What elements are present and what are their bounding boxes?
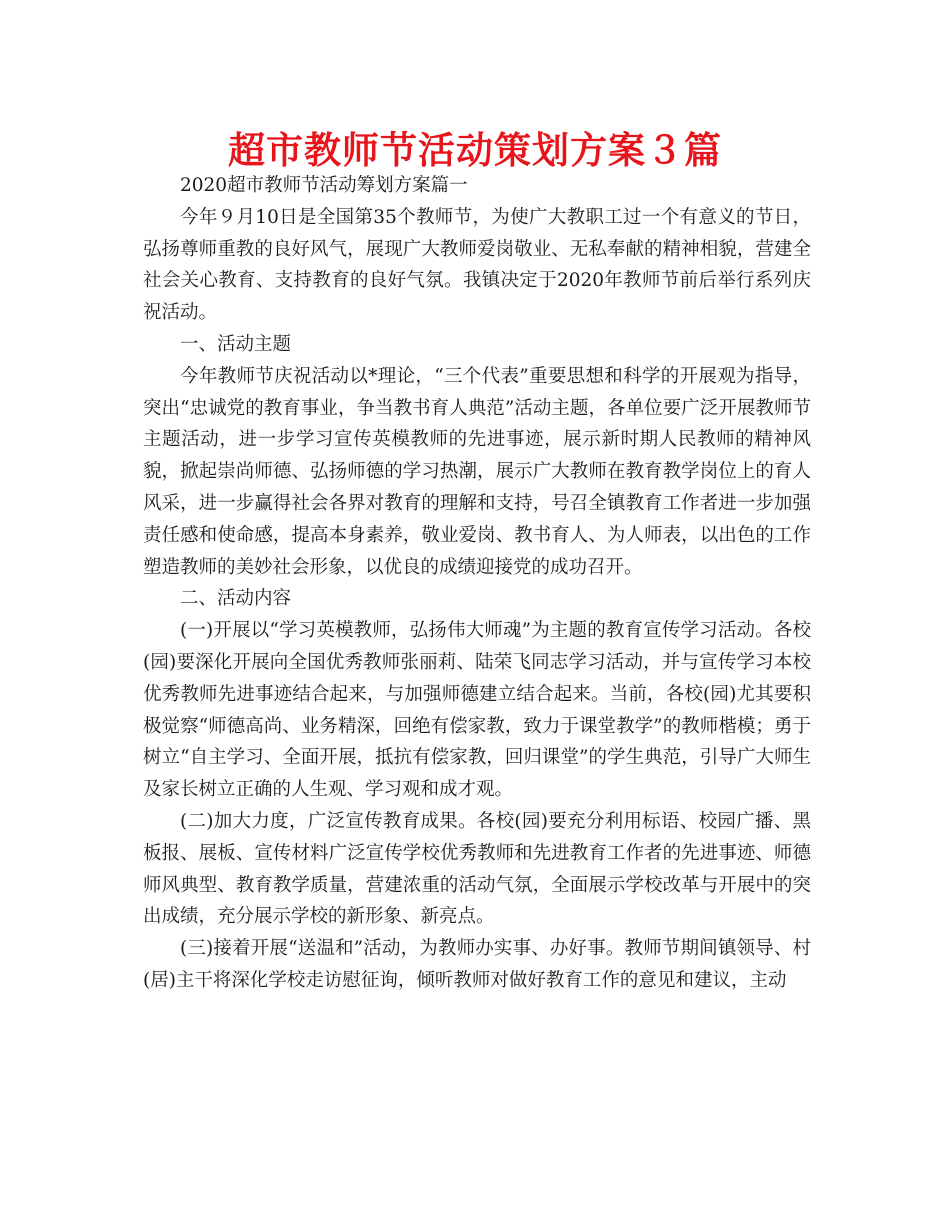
section-heading-content: 二、活动内容: [180, 588, 292, 610]
document-title: 超市教师节活动策划方案３篇: [228, 129, 722, 172]
content-item-1-paragraph: (一)开展以“学习英模教师，弘扬伟大师魂”为主题的教育宣传学习活动。各校(园)要深化开展向全国优秀教师张丽莉、陆荣飞同志学习活动，并与宣传学习本校优秀教师先进事迹结合起来，与加强师德建立结合起来。当前，各校(园)尤其要积极觉察“师德高尚、业务精深，回绝有偿家教，致力于课堂教学”的教师楷模；勇于树立“自主学习、全面开展，抵抗有偿家教，回归课堂”的学生典范，引导广大师生及家长树立正确的人生观、学习观和成才观。: [143, 620, 811, 801]
content-item-3-paragraph: (三)接着开展“送温和”活动，为教师办实事、办好事。教师节期间镇领导、村(居)主干将深化学校走访慰征询，倾听教师对做好教育工作的意见和建议，主动: [143, 938, 811, 991]
section-heading-plan-one: 2020超市教师节活动筹划方案篇一: [180, 175, 468, 196]
section-heading-theme: 一、活动主题: [180, 333, 292, 355]
document-body: [143, 170, 811, 997]
theme-paragraph: 今年教师节庆祝活动以*理论，“三个代表”重要思想和科学的开展观为指导，突出“忠诚党的教育事业，争当教书育人典范”活动主题，各单位要广泛开展教师节主题活动，进一步学习宣传英模教师的先进事迹，展示新时期人民教师的精神风貌，掀起崇尚师德、弘扬师德的学习热潮，展示广大教师在教育教学岗位上的育人风采，进一步赢得社会各界对教育的理解和支持，号召全镇教育工作者进一步加强责任感和使命感，提高本身素养，敬业爱岗、教书育人、为人师表，以出色的工作塑造教师的美妙社会形象，以优良的成绩迎接党的成功召开。: [143, 365, 811, 578]
intro-paragraph: 今年９月10日是全国第35个教师节，为使广大教职工过一个有意义的节日，弘扬尊师重教的良好风气，展现广大教师爱岗敬业、无私奉献的精神相貌，营建全社会关心教育、支持教育的良好气氛。我镇决定于2020年教师节前后举行系列庆祝活动。: [143, 206, 811, 324]
content-item-2-paragraph: (二)加大力度，广泛宣传教育成果。各校(园)要充分利用标语、校园广播、黑板报、展板、宣传材料广泛宣传学校优秀教师和先进教育工作者的先进事迹、师德师风典型、教育教学质量，营建浓重的活动气氛，全面展示学校改革与开展中的突出成绩，充分展示学校的新形象、新亮点。: [143, 810, 811, 928]
